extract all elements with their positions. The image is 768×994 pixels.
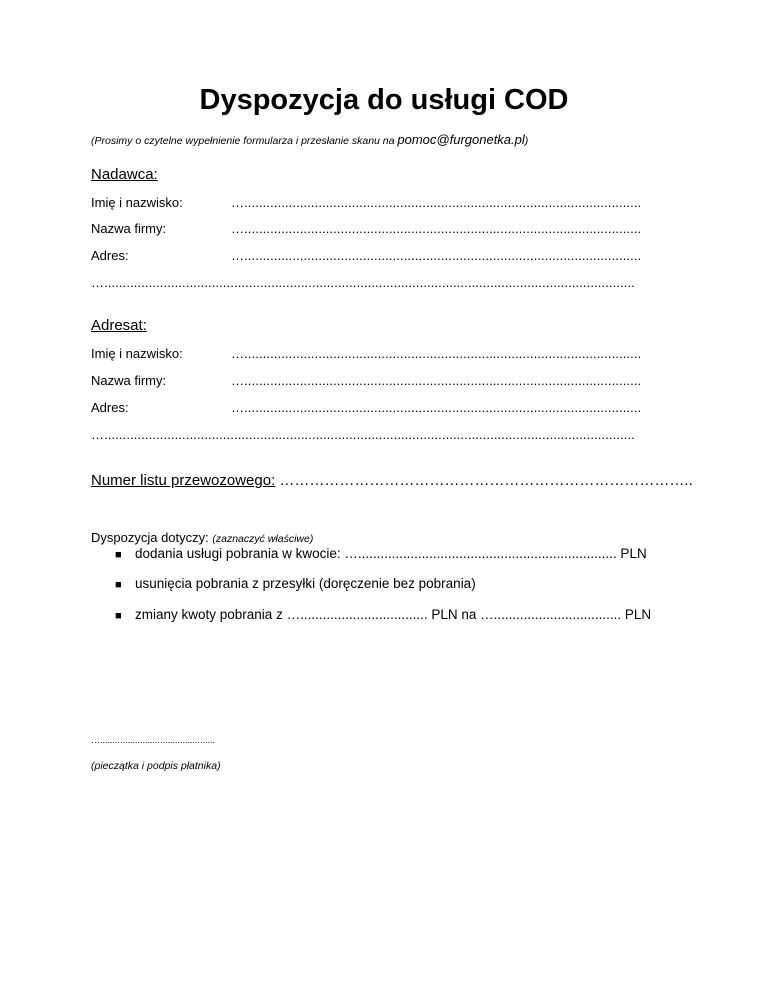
sender-heading: Nadawca: xyxy=(91,166,158,183)
sender-company-label: Nazwa firmy: xyxy=(91,221,167,236)
sender-name-label: Imię i nazwisko: xyxy=(91,195,183,210)
checkbox-square-icon[interactable]: ■ xyxy=(115,610,122,622)
recipient-company-field[interactable]: …........................................................................................................... xyxy=(231,373,642,388)
sender-name-field[interactable]: …........................................................................................................... xyxy=(231,195,642,210)
instructions-close: ) xyxy=(524,135,529,147)
disposition-heading xyxy=(91,530,313,545)
consignment-number-label: Numer listu przewozowego: xyxy=(91,472,276,489)
option-add-cod[interactable] xyxy=(115,546,647,561)
option-remove-cod[interactable] xyxy=(115,576,476,591)
checkbox-square-icon[interactable]: ■ xyxy=(115,579,122,591)
sender-address-label: Adres: xyxy=(91,248,129,263)
consignment-number-row xyxy=(91,472,693,489)
disposition-label: Dyspozycja dotyczy: xyxy=(91,530,213,545)
instructions-note xyxy=(91,132,528,147)
signature-line[interactable]: ….............................................. xyxy=(91,735,216,745)
consignment-number-field[interactable]: ……………………………………………………………………….. xyxy=(275,472,693,489)
support-email: pomoc@furgonetka.pl xyxy=(397,132,525,147)
recipient-address-field[interactable]: …........................................................................................................... xyxy=(231,400,642,415)
option-add-cod-label: dodania usługi pobrania w kwocie: …..................................................................... PLN xyxy=(135,546,647,561)
sender-company-field[interactable]: …........................................................................................................... xyxy=(231,221,642,236)
recipient-heading: Adresat: xyxy=(91,317,147,334)
disposition-hint: (zaznaczyć właściwe) xyxy=(212,533,314,545)
recipient-company-label: Nazwa firmy: xyxy=(91,373,167,388)
sender-address-field[interactable]: …........................................................................................................... xyxy=(231,248,642,263)
page-title: Dyspozycja do usługi COD xyxy=(199,84,569,116)
checkbox-square-icon[interactable]: ■ xyxy=(115,549,122,561)
sender-address-line-2[interactable]: …............................................................................................................................................... xyxy=(91,275,635,290)
recipient-name-field[interactable]: …........................................................................................................... xyxy=(231,346,642,361)
recipient-name-label: Imię i nazwisko: xyxy=(91,346,183,361)
option-remove-cod-label: usunięcia pobrania z przesyłki (doręczenie bez pobrania) xyxy=(135,576,476,591)
option-change-cod[interactable] xyxy=(115,607,651,622)
signature-label: (pieczątka i podpis płatnika) xyxy=(91,760,221,772)
recipient-address-line-2[interactable]: …............................................................................................................................................... xyxy=(91,427,635,442)
instructions-text: (Prosimy o czytelne wypełnienie formularza i przesłanie skanu na xyxy=(91,135,398,147)
recipient-address-label: Adres: xyxy=(91,400,129,415)
option-change-cod-label: zmiany kwoty pobrania z ….................................. PLN na ….................................. PLN xyxy=(135,607,652,622)
